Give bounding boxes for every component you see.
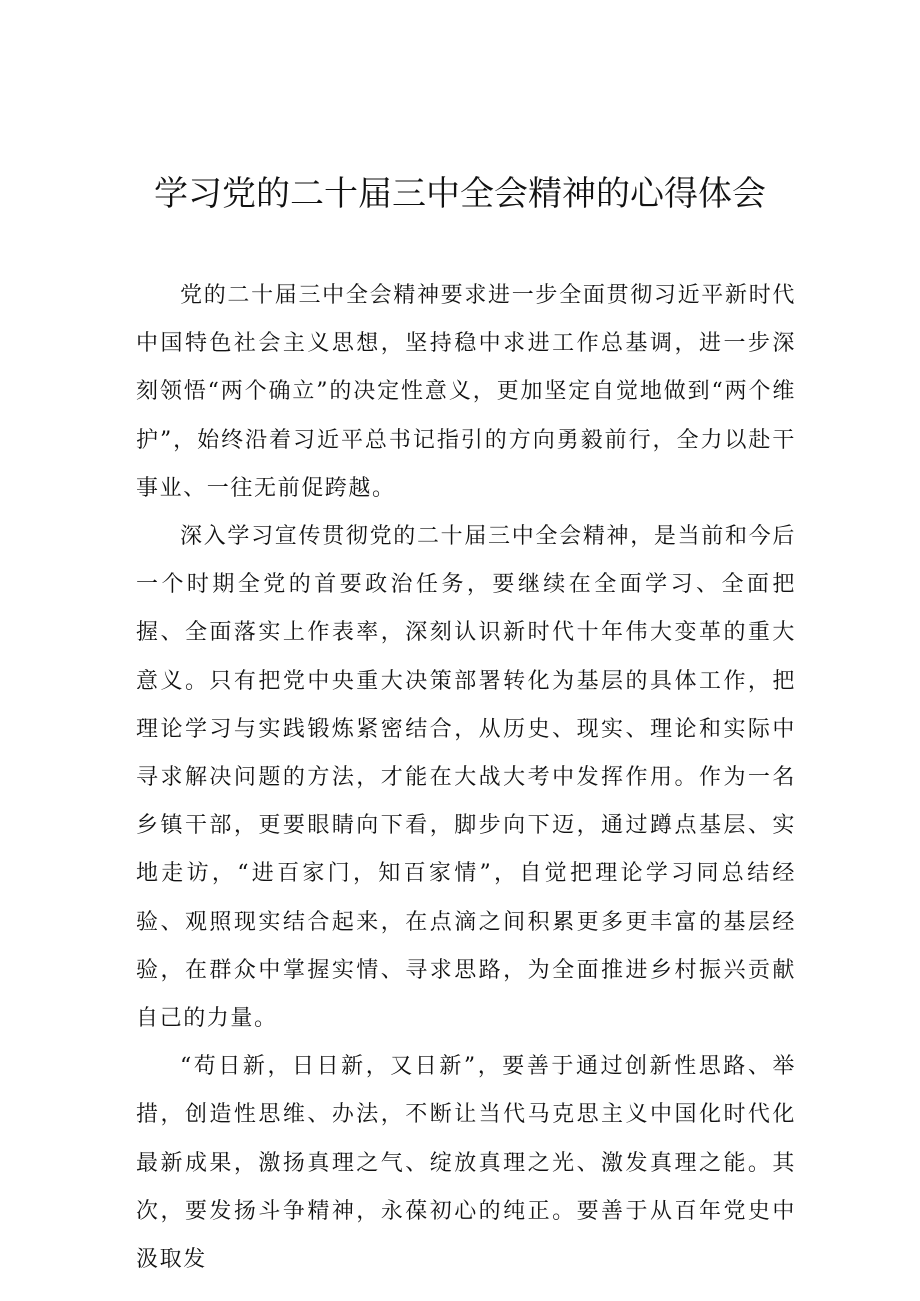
paragraph-2: 深入学习宣传贯彻党的二十届三中全会精神，是当前和今后一个时期全党的首要政治任务，要继续在全面学习、全面把握、全面落实上作表率，深刻认识新时代十年伟大变革的重大意义。只有把党中央重大决策部署转化为基层的具体工作，把理论学习与实践锻炼紧密结合，从历史、现实、理论和实际中寻求解决问题的方法，才能在大战大考中发挥作用。作为一名乡镇干部，更要眼睛向下看，脚步向下迈，通过蹲点基层、实地走访，“进百家门，知百家情”，自觉把理论学习同总结经验、观照现实结合起来，在点滴之间积累更多更丰富的基层经验，在群众中掌握实情、寻求思路，为全面推进乡村振兴贡献自己的力量。	[136, 524, 796, 1032]
document-body	[136, 272, 796, 1284]
paragraph-3: “苟日新，日日新，又日新”，要善于通过创新性思路、举措，创造性思维、办法，不断让当代马克思主义中国化时代化最新成果，激扬真理之气、绽放真理之光、激发真理之能。其次，要发扬斗争精神，永葆初心的纯正。要善于从百年党史中汲取发	[136, 1054, 796, 1273]
paragraph-1: 党的二十届三中全会精神要求进一步全面贯彻习近平新时代中国特色社会主义思想，坚持稳中求进工作总基调，进一步深刻领悟“两个确立”的决定性意义，更加坚定自觉地做到“两个维护”，始终沿着习近平总书记指引的方向勇毅前行，全力以赴干事业、一往无前促跨越。	[136, 283, 796, 501]
document-title: 学习党的二十届三中全会精神的心得体会	[154, 174, 766, 214]
